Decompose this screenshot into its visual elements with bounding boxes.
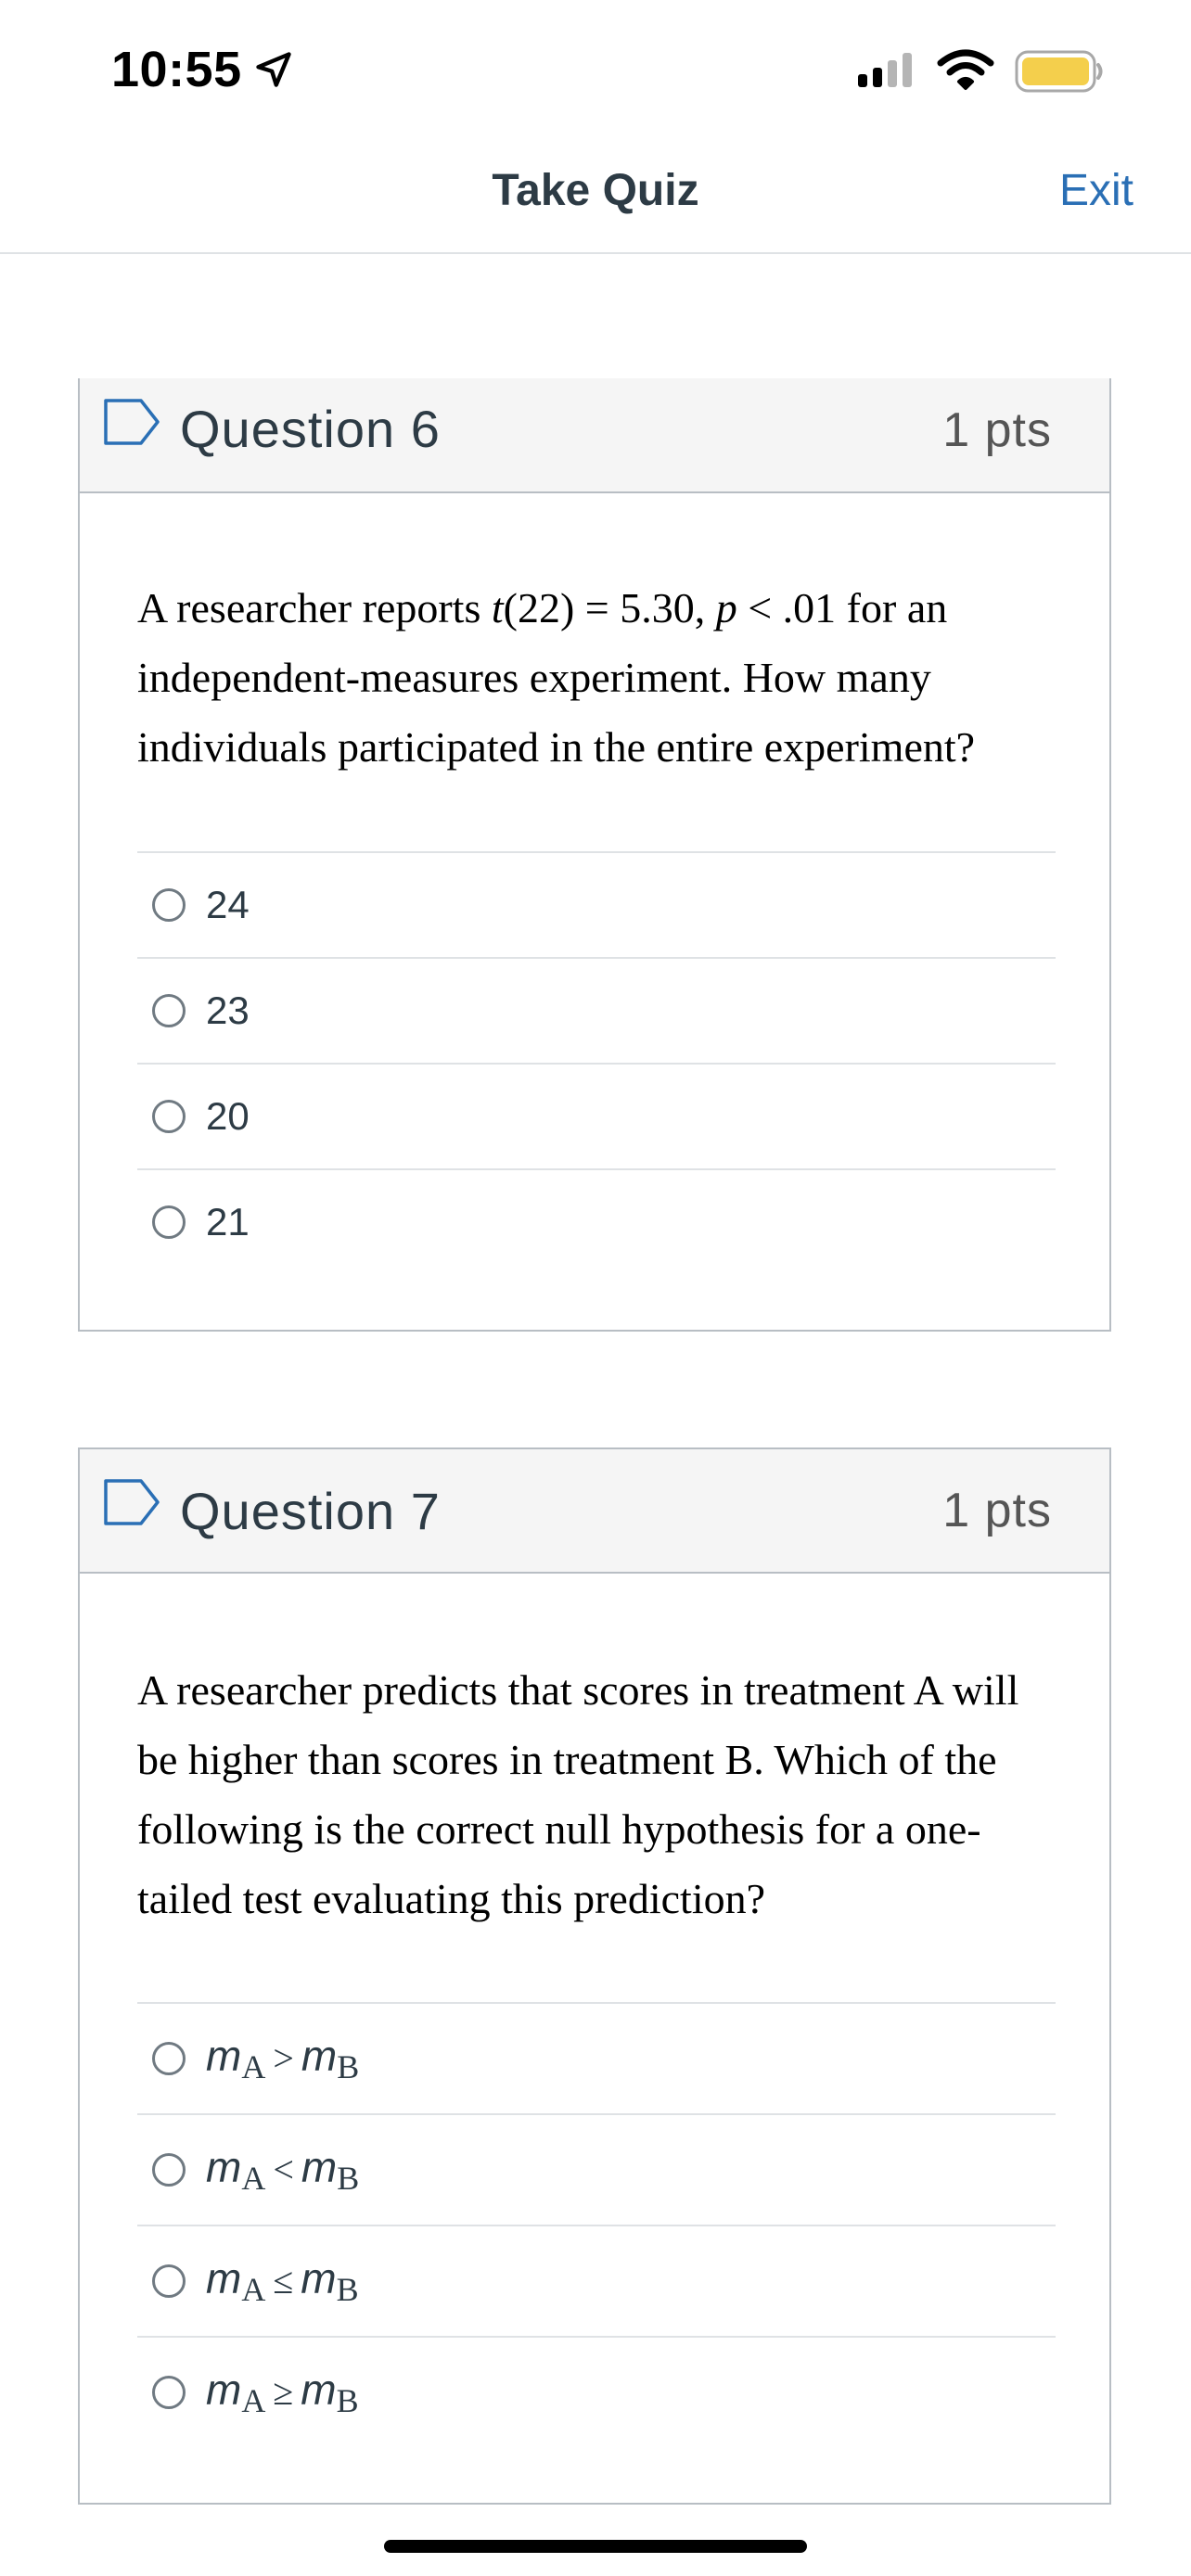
math-subscript: A <box>241 2271 266 2308</box>
question-header <box>80 378 1109 493</box>
battery-level <box>1022 57 1089 85</box>
question-card-7 <box>78 1447 1111 2505</box>
math-variable: m <box>301 2366 337 2414</box>
question-text-italic-t: t <box>491 584 504 631</box>
math-operator: ≤ <box>273 2260 294 2302</box>
radio-button[interactable] <box>152 2264 186 2298</box>
navigation-bar <box>0 139 1191 254</box>
math-operator: < <box>273 2149 294 2190</box>
question-text-part: (22) = 5.30, <box>503 584 716 631</box>
answer-label <box>206 2031 359 2086</box>
clock-text: 10:55 <box>111 42 242 97</box>
answer-label: 20 <box>206 1094 250 1138</box>
answer-label <box>206 2365 359 2420</box>
answer-label: 24 <box>206 883 250 926</box>
question-text-italic-p: p <box>715 584 737 631</box>
math-variable: m <box>206 2032 242 2080</box>
radio-button[interactable] <box>152 2153 186 2187</box>
answer-option[interactable] <box>137 2225 1056 2336</box>
question-title: Question 7 <box>180 1482 441 1540</box>
math-subscript: B <box>336 2382 359 2419</box>
math-subscript: B <box>336 2271 359 2308</box>
radio-button[interactable] <box>152 994 186 1027</box>
math-subscript: A <box>241 2048 266 2085</box>
wifi-icon <box>937 48 994 96</box>
question-text: A researcher predicts that scores in treatment A will be higher than scores in treatment B. Which of the following is the correct null hypothesis for a one-tailed test evaluating this prediction? <box>137 1666 1019 1922</box>
math-operator: ≥ <box>273 2371 294 2413</box>
math-variable: m <box>301 2254 337 2302</box>
math-subscript: B <box>337 2048 360 2085</box>
question-header <box>80 1449 1109 1574</box>
location-arrow-icon <box>253 49 294 90</box>
question-text-part: A researcher reports <box>137 584 492 631</box>
answer-list <box>137 2002 1056 2447</box>
answer-label <box>206 2142 359 2198</box>
math-subscript: B <box>337 2160 360 2197</box>
radio-button[interactable] <box>152 888 186 922</box>
math-operator: > <box>273 2037 294 2079</box>
exit-button[interactable]: Exit <box>1058 166 1133 215</box>
flag-question-icon[interactable] <box>102 397 161 452</box>
answer-option[interactable] <box>137 1168 1056 1274</box>
question-title: Question 6 <box>180 400 441 458</box>
answer-label: 21 <box>206 1200 250 1243</box>
flag-question-icon[interactable] <box>102 1477 161 1532</box>
radio-button[interactable] <box>152 1205 186 1239</box>
battery-icon <box>1015 50 1104 97</box>
question-text-part: < .01 for an independent-measures experiment. How many individuals participated in the entire experiment? <box>137 584 976 771</box>
math-variable: m <box>206 2254 242 2302</box>
status-time <box>111 41 294 98</box>
math-variable: m <box>301 2032 338 2080</box>
radio-button[interactable] <box>152 2376 186 2409</box>
answer-list <box>137 851 1056 1274</box>
math-subscript: A <box>241 2160 266 2197</box>
status-bar <box>0 0 1191 139</box>
answer-option[interactable] <box>137 2002 1056 2113</box>
answer-option[interactable] <box>137 2336 1056 2447</box>
question-points: 1 pts <box>942 1484 1052 1537</box>
question-text <box>137 573 1065 782</box>
page-title: Take Quiz <box>492 166 699 215</box>
question-card-6 <box>78 378 1111 1332</box>
math-variable: m <box>206 2366 242 2414</box>
question-points: 1 pts <box>942 403 1052 457</box>
math-variable: m <box>301 2143 338 2191</box>
answer-label <box>206 2253 359 2309</box>
radio-button[interactable] <box>152 2042 186 2075</box>
home-indicator[interactable] <box>384 2540 807 2553</box>
answer-option[interactable] <box>137 1063 1056 1168</box>
answer-option[interactable] <box>137 851 1056 957</box>
math-variable: m <box>206 2143 242 2191</box>
math-subscript: A <box>241 2382 266 2419</box>
answer-option[interactable] <box>137 2113 1056 2225</box>
answer-option[interactable] <box>137 957 1056 1063</box>
radio-button[interactable] <box>152 1100 186 1133</box>
cellular-signal-icon <box>858 52 912 87</box>
answer-label: 23 <box>206 988 250 1032</box>
